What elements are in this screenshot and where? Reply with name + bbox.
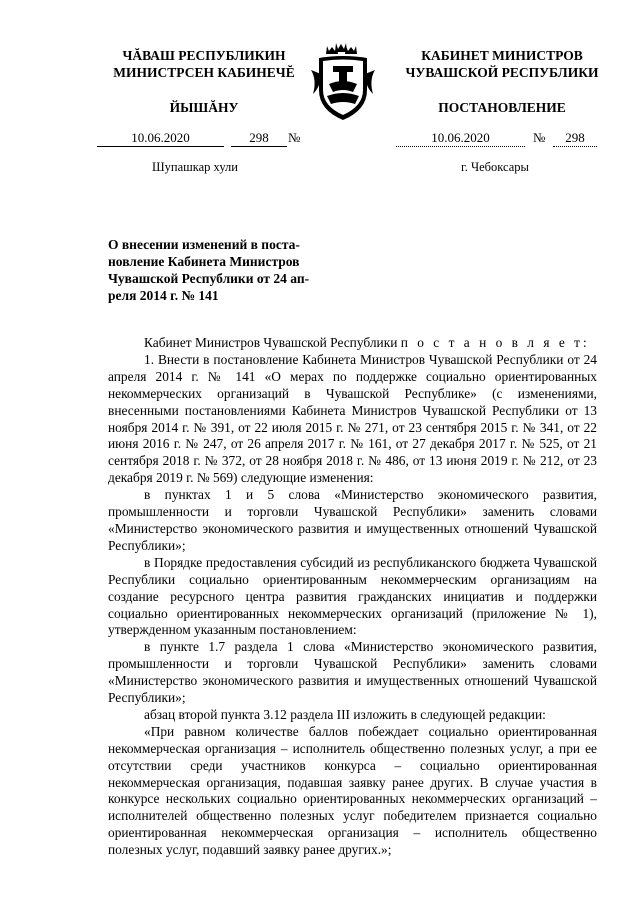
header-left-line2: МИНИСТРСЕН КАБИНЕЧĔ xyxy=(113,65,295,80)
paragraph-1: 1. Внести в постановление Кабинета Министров Чувашской Республики от 24 апреля 2014 г. № 141 «О мерах по поддержке социально ориентированных некоммерческих организаций в Чувашской Республике» (с изменениями, внесенными постановлениями Кабинета Министров Чувашской Республики от 13 ноября 2014 г. № 391, от 22 июля 2015 г. № 271, от 23 сентября 2015 г. № 341, от 22 июня 2016 г. № 247, от 26 апреля 2017 г. № 161, от 27 декабря 2017 г. № 525, от 21 сентября 2018 г. № 372, от 28 ноября 2018 г. № 486, от 13 июня 2019 г. № 212, от 23 декабря 2019 г. № 569) следующие изменения: xyxy=(108,351,597,486)
intro-prefix: Кабинет Министров Чувашской Республики xyxy=(144,335,398,350)
document-title xyxy=(108,236,320,304)
coat-of-arms-icon xyxy=(305,40,381,124)
right-date: 10.06.2020 xyxy=(431,130,490,145)
header-left-title xyxy=(98,47,310,81)
left-date-underline xyxy=(97,146,224,147)
paragraph-4: в пункте 1.7 раздела 1 слова «Министерство экономического развития, промышленности и торговли Чувашской Республики» заменить словами «Министерство экономического развития и имущественных отношений Чувашской Республики»; xyxy=(108,639,597,706)
left-date: 10.06.2020 xyxy=(131,130,190,145)
right-number-underline xyxy=(553,146,597,147)
title-line: О внесении изменений в поста- xyxy=(108,237,300,252)
paragraph-5: абзац второй пункта 3.12 раздела III изложить в следующей редакции: xyxy=(144,706,546,722)
right-date-underline xyxy=(396,146,525,147)
title-line: Чувашской Республики от 24 ап- xyxy=(108,271,310,286)
header-right-line2: ЧУВАШСКОЙ РЕСПУБЛИКИ xyxy=(405,65,599,80)
header-right-title xyxy=(388,47,616,81)
paragraph-2: в пунктах 1 и 5 слова «Министерство экономического развития, промышленности и торговли Чувашской Республики» заменить словами «Министерство экономического развития и имущественных отношений Чувашской Республики»; xyxy=(108,487,597,553)
document-body xyxy=(108,335,597,859)
intro-paragraph xyxy=(108,335,597,352)
city-right: г. Чебоксары xyxy=(461,160,529,174)
title-line: новление Кабинета Министров xyxy=(108,254,300,269)
title-line: реля 2014 г. № 141 xyxy=(108,288,219,303)
header-right-line1: КАБИНЕТ МИНИСТРОВ xyxy=(421,48,583,63)
right-number: 298 xyxy=(565,130,585,145)
left-number: 298 xyxy=(249,130,269,145)
left-number-underline xyxy=(231,146,287,147)
paragraph-3: в Порядке предоставления субсидий из республиканского бюджета Чувашской Республики социально ориентированным некоммерческим организациям на создание ресурсного центра развития гражданских инициатив и поддержки социально ориентированных некоммерческих организаций (приложение № 1), утвержденном указанным постановлением: xyxy=(108,554,597,638)
intro-verb: п о с т а н о в л я е т: xyxy=(400,335,590,350)
header-left-line1: ЧĂВАШ РЕСПУБЛИКИН xyxy=(122,48,286,63)
header-right-doc-type: ПОСТАНОВЛЕНИЕ xyxy=(438,100,566,115)
left-no-sign: № xyxy=(288,130,301,145)
paragraph-6: «При равном количестве баллов побеждает социально ориентированная некоммерческая организация – исполнитель общественно полезных услуг, а при ее отсутствии среди участников конкурса – социально ориентированная некоммерческая организация, подавшая заявку ранее других. В случае участия в конкурсе нескольких социально ориентированных некоммерческих организаций – исполнителей общественно полезных услуг победителем признается социально ориентированная некоммерческая организация – исполнитель общественно полезных услуг, подавший заявку ранее других.»; xyxy=(108,723,597,858)
header-left-doc-type: ЙЫШĂНУ xyxy=(169,100,239,115)
right-no-sign: № xyxy=(533,130,546,145)
city-left: Шупашкар хули xyxy=(152,160,238,174)
